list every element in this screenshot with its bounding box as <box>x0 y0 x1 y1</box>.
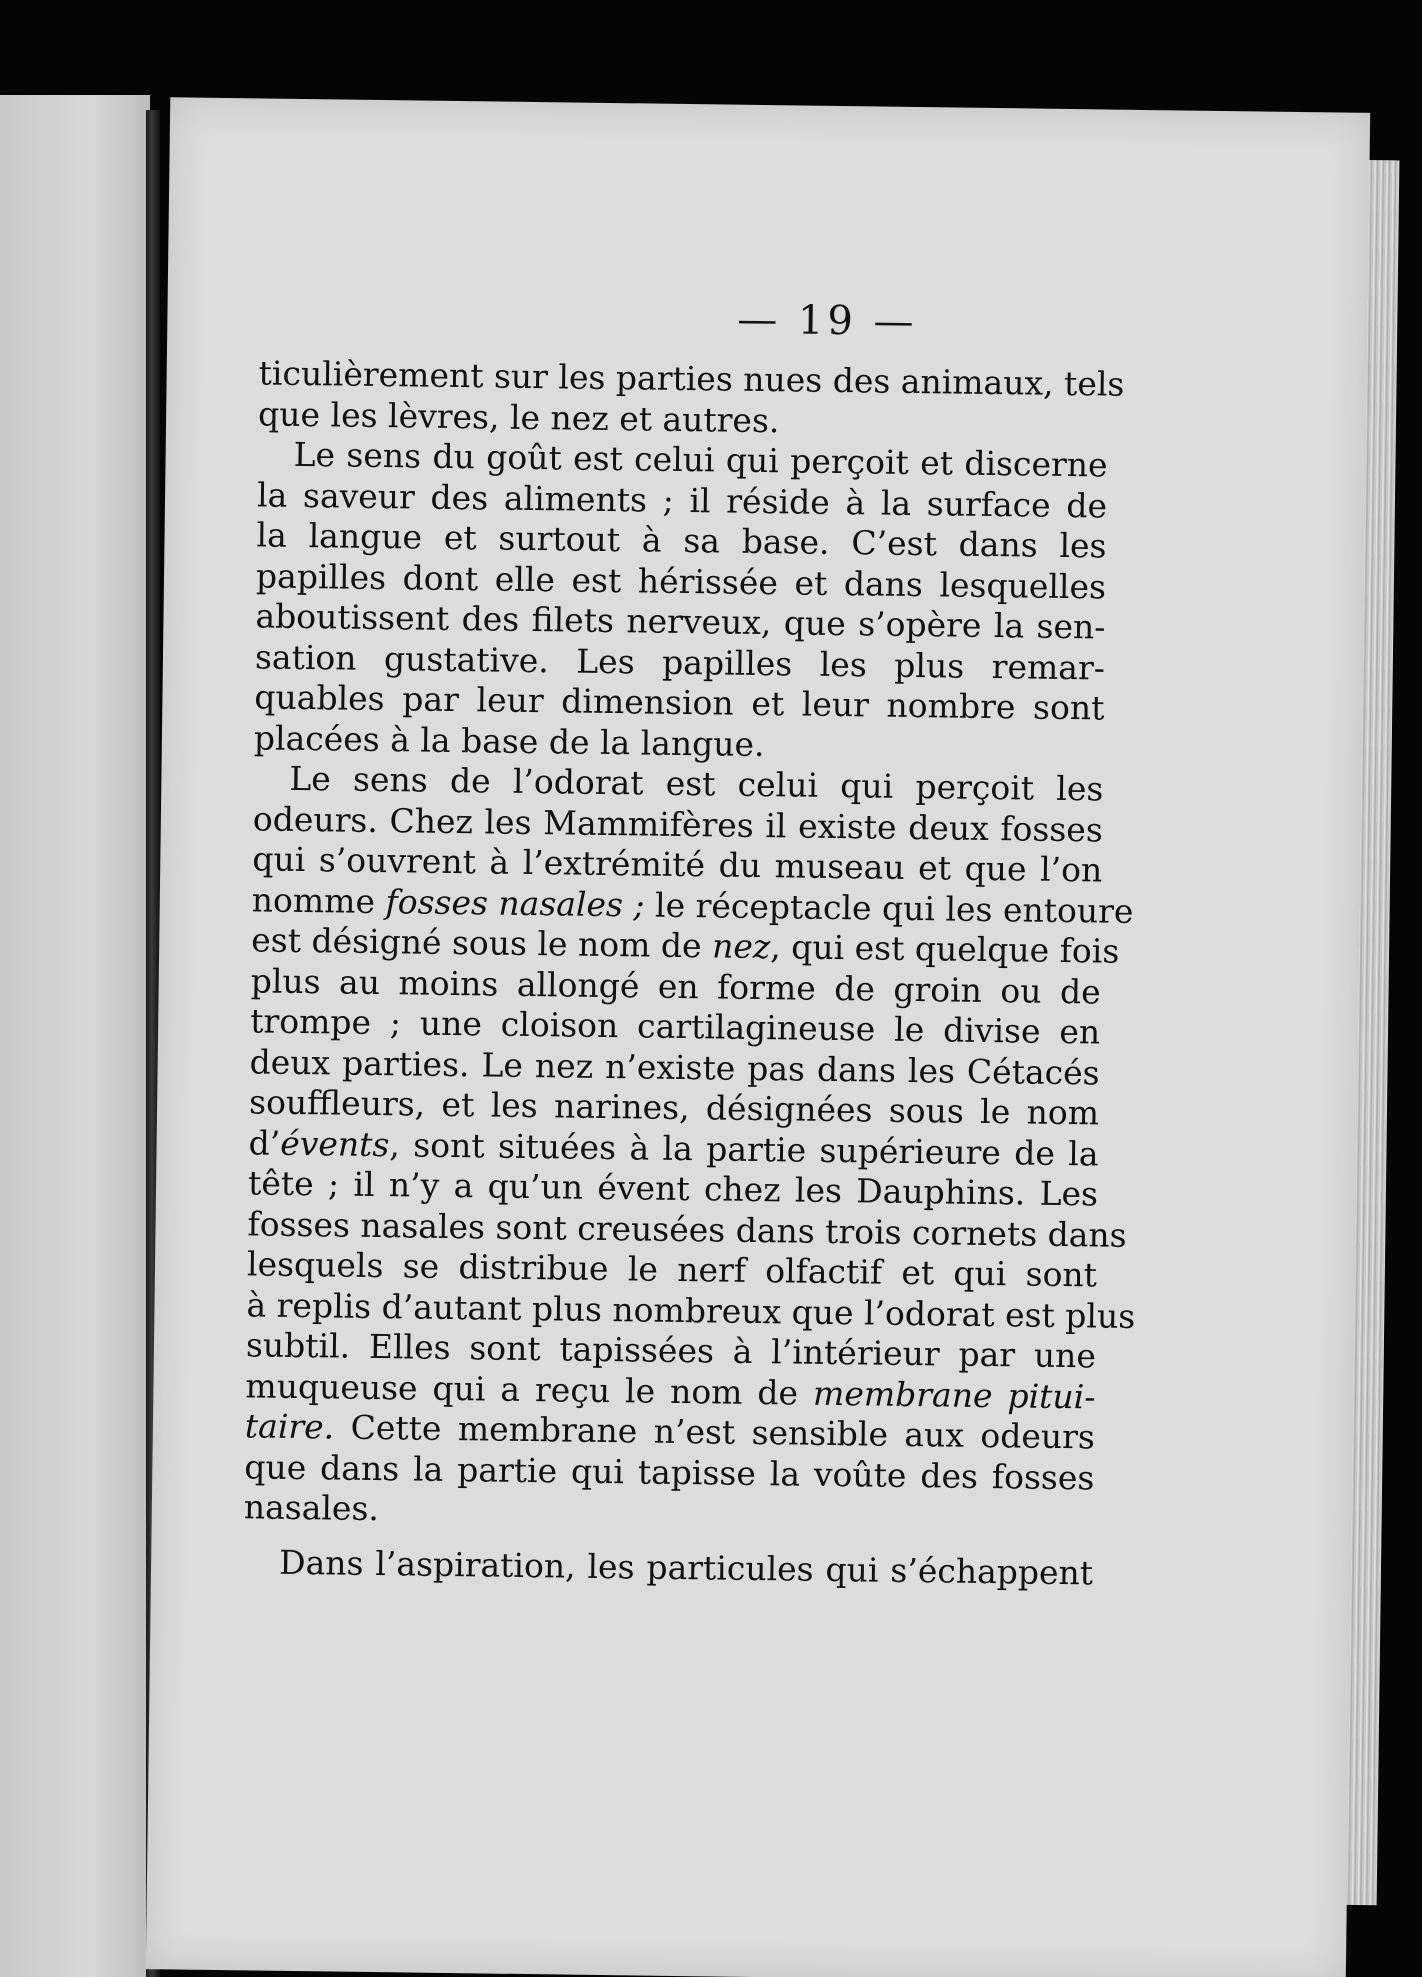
text-line: papilles dont elle est hérissée et dans lesquelles <box>255 555 1107 607</box>
text-line: sation gustative. Les papilles les plus remar- <box>254 636 1106 688</box>
text-line: qui s’ouvrent à l’extrémité du museau et que l’on <box>252 839 1103 890</box>
page-number: — 19 — <box>736 296 918 346</box>
text-line: que les lèvres, le nez et autres. <box>257 393 780 440</box>
text-line: lesquels se distribue le nerf olfactif et qui sont <box>246 1244 1098 1295</box>
text-line: Dans l’aspiration, les particules qui s’échappent <box>278 1542 1094 1592</box>
text-line: taire. Cette membrane n’est sensible aux odeurs <box>244 1406 1096 1457</box>
text-line: Le sens du goût est celui qui perçoit et discerne <box>293 434 1108 485</box>
body-text <box>243 353 1136 1593</box>
text-line: souffleurs, et les narines, désignées sous le nom <box>248 1082 1100 1133</box>
text-line: muqueuse qui a reçu le nom de membrane pitui- <box>245 1365 1096 1416</box>
text-line: subtil. Elles sont tapissées à l’intérieur par une <box>245 1325 1097 1376</box>
text-line: aboutissent des filets nerveux, que s’opère la sen- <box>255 596 1106 647</box>
italic-term: nez <box>711 926 771 967</box>
text-line: à replis d’autant plus nombreux que l’odorat est plus <box>246 1284 1136 1336</box>
italic-term: taire. <box>244 1406 335 1447</box>
text-line: que dans la partie qui tapisse la voûte des fosses <box>244 1446 1095 1497</box>
text-line: tête ; il n’y a qu’un évent chez les Dauphins. Les <box>247 1163 1099 1214</box>
text-line: la langue et surtout à sa base. C’est dans les <box>256 515 1107 566</box>
previous-page-edge <box>0 95 150 1977</box>
text-line: fosses nasales sont creusées dans trois cornets dans <box>247 1203 1127 1255</box>
text-line: Le sens de l’odorat est celui qui perçoit les <box>289 758 1104 809</box>
italic-term: membrane pitui- <box>812 1373 1096 1416</box>
text-line: nasales. <box>243 1487 380 1529</box>
italic-term: évents <box>279 1123 390 1164</box>
text-line: odeurs. Chez les Mammifères il existe deux fosses <box>252 798 1104 849</box>
italic-term: fosses nasales ; <box>385 881 645 925</box>
text-line: ticulièrement sur les parties nues des animaux, tels <box>258 353 1125 404</box>
text-line: plus au moins allongé en forme de groin ou de <box>250 960 1101 1011</box>
text-line: deux parties. Le nez n’existe pas dans les Cétacés <box>249 1041 1100 1092</box>
text-line: nomme fosses nasales ; le réceptacle qui les entoure <box>251 879 1134 931</box>
text-line: est désigné sous le nom de nez, qui est quelque fois <box>251 920 1120 971</box>
text-line: quables par leur dimension et leur nombre sont <box>254 677 1105 728</box>
book-page <box>146 97 1370 1977</box>
text-line: d’évents, sont situées à la partie supérieure de la <box>248 1122 1099 1173</box>
text-line: placées à la base de la langue. <box>253 717 765 764</box>
text-line: la saveur des aliments ; il réside à la surface de <box>256 474 1108 526</box>
text-line: trompe ; une cloison cartilagineuse le divise en <box>249 1001 1101 1052</box>
